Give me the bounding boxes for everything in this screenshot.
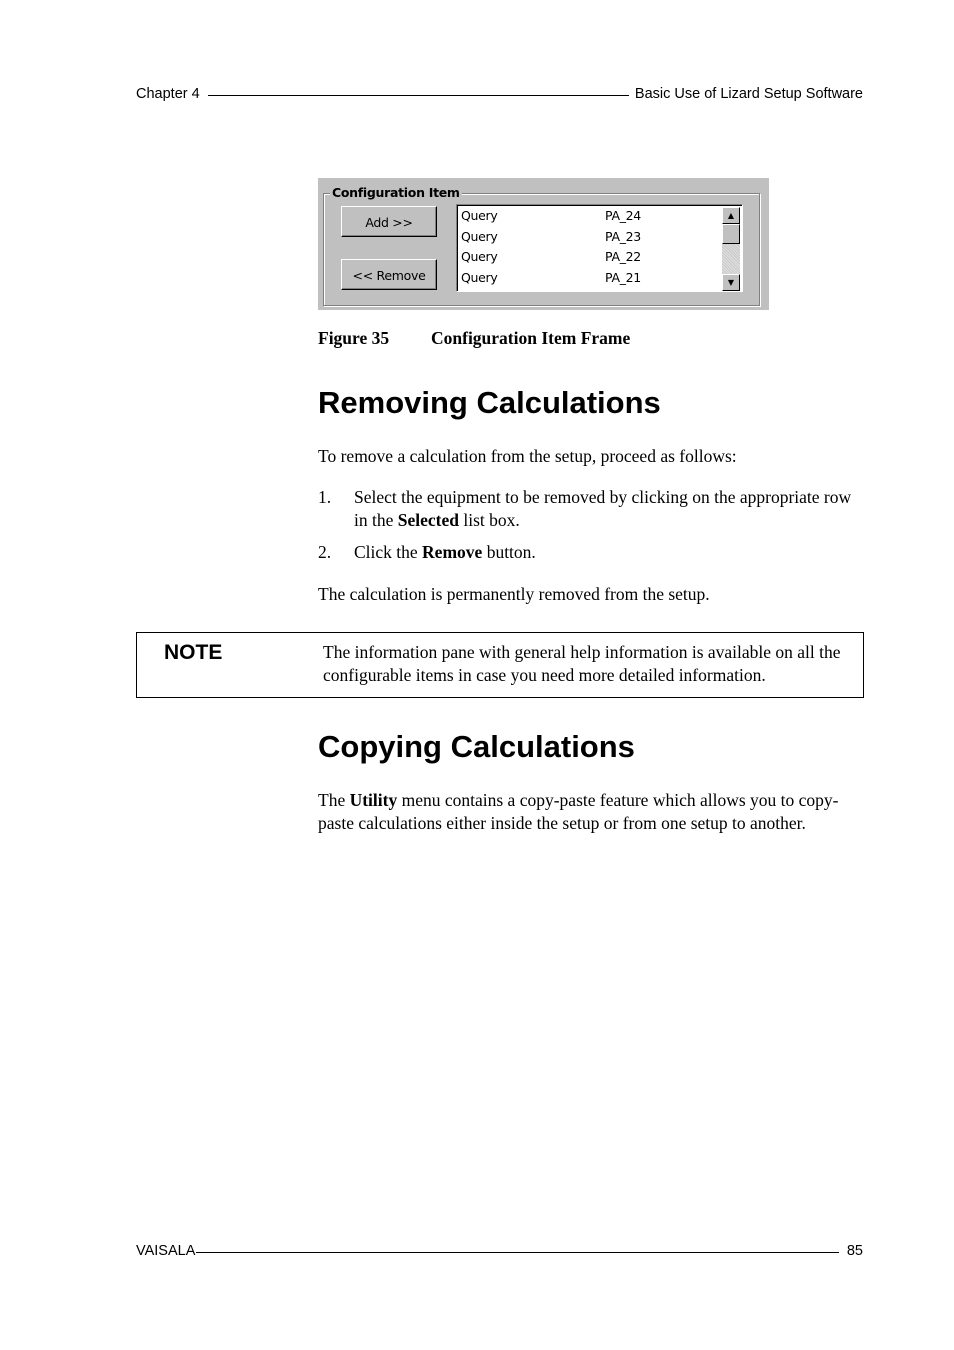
removing-heading: Removing Calculations <box>318 385 661 420</box>
note-box <box>136 632 864 698</box>
step-text-pre: Click the <box>354 542 423 562</box>
configuration-item-figure <box>318 178 769 310</box>
figure-caption <box>318 326 630 350</box>
page-number: 85 <box>846 1243 863 1259</box>
list-item-type: Query <box>461 229 498 244</box>
groupbox-title: Configuration Item <box>332 185 460 200</box>
step-text <box>354 541 863 564</box>
listbox-scrollbar[interactable] <box>722 207 740 291</box>
figure-number: Figure 35 <box>318 328 390 348</box>
list-item-name: PA_22 <box>605 249 641 264</box>
list-item-type: Query <box>461 270 498 285</box>
header-rule <box>208 95 629 96</box>
copying-heading: Copying Calculations <box>318 729 635 764</box>
copying-text-bold: Utility <box>349 790 398 810</box>
list-item-name: PA_24 <box>605 208 641 223</box>
list-item-type: Query <box>461 249 498 264</box>
note-label: NOTE <box>164 641 223 664</box>
scroll-down-arrow-icon[interactable]: ▼ <box>722 274 740 291</box>
list-item-type: Query <box>461 208 498 223</box>
page-footer <box>136 1243 863 1263</box>
step-number: 1. <box>318 487 332 507</box>
step-number: 2. <box>318 542 332 562</box>
step-text-post: button. <box>482 542 536 562</box>
header-title: Basic Use of Lizard Setup Software <box>634 86 863 102</box>
configuration-listbox[interactable] <box>456 204 743 292</box>
footer-company: VAISALA <box>136 1243 196 1259</box>
step-text-pre: Select the equipment to be removed by clicking on the appropriate row in the <box>354 487 852 530</box>
add-button[interactable]: Add >> <box>341 206 437 237</box>
step-text-bold: Remove <box>422 542 483 562</box>
scroll-thumb[interactable] <box>722 224 740 244</box>
step-text-bold: Selected <box>397 510 459 530</box>
remove-button[interactable]: << Remove <box>341 259 437 290</box>
step-text-post: list box. <box>458 510 520 530</box>
removing-result: The calculation is permanently removed from the setup. <box>318 584 710 604</box>
scroll-up-arrow-icon[interactable]: ▲ <box>722 207 740 224</box>
page-header <box>136 86 863 106</box>
copying-text-pre: The <box>318 790 350 810</box>
list-item-name: PA_23 <box>605 229 641 244</box>
footer-rule <box>196 1252 838 1253</box>
copying-paragraph <box>318 789 863 835</box>
figure-title: Configuration Item Frame <box>431 328 631 348</box>
header-chapter: Chapter 4 <box>136 86 200 102</box>
note-text: The information pane with general help information is available on all the configurable items in case you need more detailed information. <box>323 642 841 685</box>
removing-intro: To remove a calculation from the setup, proceed as follows: <box>318 446 737 466</box>
list-item-name: PA_21 <box>605 270 641 285</box>
copying-text-post: menu contains a copy-paste feature which allows you to copy-paste calculations either inside the setup or from one setup to another. <box>318 790 839 833</box>
step-text <box>354 486 863 532</box>
